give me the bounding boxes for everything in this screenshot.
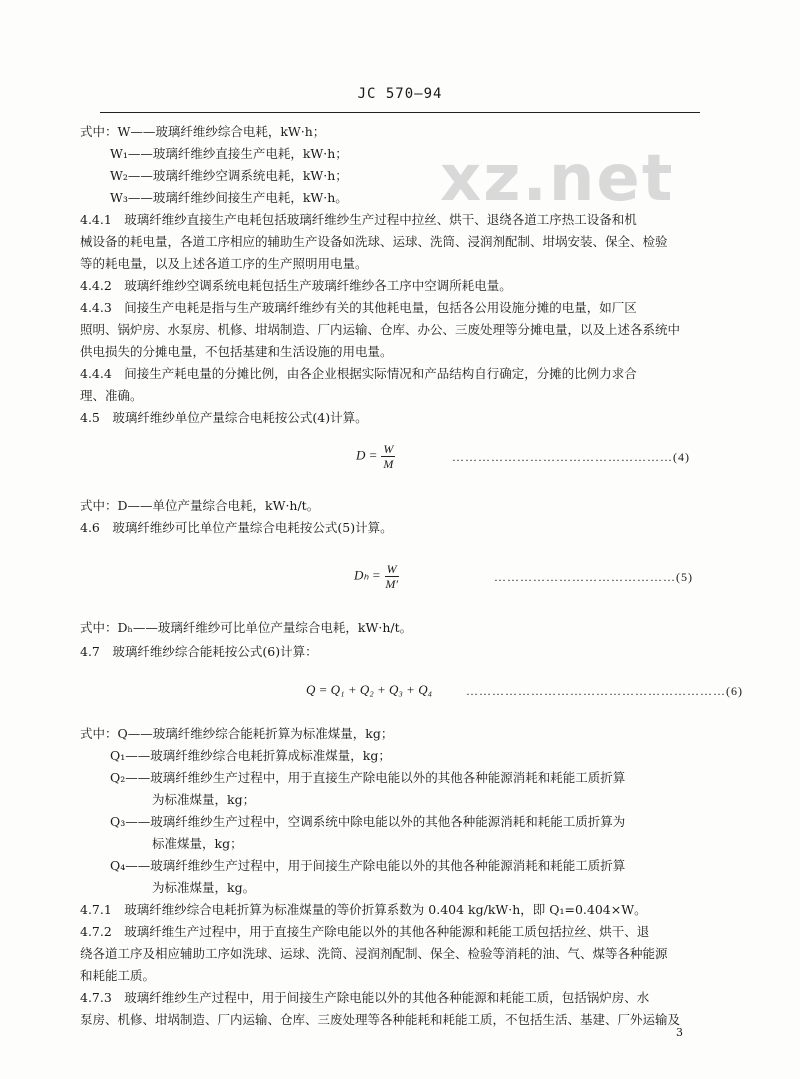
watermark: xz.net xyxy=(440,142,675,216)
formula-6: Q = Q₁ + Q₂ + Q₃ + Q₄ xyxy=(306,682,433,697)
para-4-7-3-line1: 4.7.3 玻璃纤维纱生产过程中，用于间接生产除电能以外的其他各种能源和耗能工质，包括锅炉房、水 xyxy=(80,990,650,1005)
def-q2-line2: 为标准煤量，kg； xyxy=(152,792,256,807)
formula-4-number: ……………………………………………(4) xyxy=(452,450,690,464)
para-4-5: 4.5 玻璃纤维纱单位产量综合电耗按公式(4)计算。 xyxy=(80,410,368,425)
def-w3: W₃——玻璃纤维纱间接生产电耗，kW·h。 xyxy=(110,190,348,205)
def-w2: W₂——玻璃纤维纱空调系统电耗，kW·h； xyxy=(110,168,348,183)
para-4-4-1-line2: 械设备的耗电量，各道工序相应的辅助生产设备如洗球、运球、洗筒、浸润剂配制、坩埚安装、保全、检验 xyxy=(80,234,668,249)
para-4-4-3-line3: 供电损失的分摊电量，不包括基建和生活设施的用电量。 xyxy=(80,344,393,359)
formula-5: Dₕ = $\frac{W}{M'}$ xyxy=(354,562,398,591)
def-q3-line2: 标准煤量，kg； xyxy=(152,836,243,851)
para-4-4-4-line2: 理、准确。 xyxy=(80,388,143,403)
def-q4-line2: 为标准煤量，kg。 xyxy=(152,880,256,895)
formula-6-number: ……………………………………………………(6) xyxy=(466,684,743,698)
para-4-6: 4.6 玻璃纤维纱可比单位产量综合电耗按公式(5)计算。 xyxy=(80,520,393,535)
standard-code-header: JC 570—94 xyxy=(357,86,443,102)
def-w: 式中：W——玻璃纤维纱综合电耗，kW·h； xyxy=(80,124,326,139)
formula-4: D = $\frac{W}{M}$ xyxy=(356,442,394,471)
para-4-7: 4.7 玻璃纤维纱综合能耗按公式(6)计算： xyxy=(80,644,318,659)
header-rule xyxy=(100,112,700,113)
para-4-4-2: 4.4.2 玻璃纤维纱空调系统电耗包括生产玻璃纤维纱各工序中空调所耗电量。 xyxy=(80,278,512,293)
para-4-7-2-line3: 和耗能工质。 xyxy=(80,968,156,983)
def-q3-line1: Q₃——玻璃纤维纱生产过程中，空调系统中除电能以外的其他各种能源消耗和耗能工质折算为 xyxy=(110,814,626,829)
para-4-4-3-line2: 照明、锅炉房、水泵房、机修、坩埚制造、厂内运输、仓库、办公、三废处理等分摊电量，以及上述各系统中 xyxy=(80,322,681,337)
para-4-7-1: 4.7.1 玻璃纤维纱综合电耗折算为标准煤量的等价折算系数为 0.404 kg/kW·h，即 Q₁=0.404×W。 xyxy=(80,902,647,917)
def-d: 式中：D——单位产量综合电耗，kW·h/t。 xyxy=(80,498,320,513)
def-q2-line1: Q₂——玻璃纤维纱生产过程中，用于直接生产除电能以外的其他各种能源消耗和耗能工质折算 xyxy=(110,770,626,785)
def-q1: Q₁——玻璃纤维纱综合电耗折算成标准煤量，kg； xyxy=(110,748,391,763)
def-q: 式中：Q——玻璃纤维纱综合能耗折算为标准煤量，kg； xyxy=(80,726,394,741)
para-4-7-3-line2: 泵房、机修、坩埚制造、厂内运输、仓库、三废处理等各种能耗和耗能工质，不包括生活、基建、厂外运输及 xyxy=(80,1012,681,1027)
def-w1: W₁——玻璃纤维纱直接生产电耗，kW·h； xyxy=(110,146,348,161)
para-4-4-1-line3: 等的耗电量，以及上述各道工序的生产照明用电量。 xyxy=(80,256,368,271)
para-4-7-2-line2: 绕各道工序及相应辅助工序如洗球、运球、洗筒、浸润剂配制、保全、检验等消耗的油、气、煤等各种能源 xyxy=(80,946,668,961)
def-dh: 式中：Dₕ——玻璃纤维纱可比单位产量综合电耗，kW·h/t。 xyxy=(80,620,413,635)
para-4-4-3-line1: 4.4.3 间接生产电耗是指与生产玻璃纤维纱有关的其他耗电量，包括各公用设施分摊的电量，如厂区 xyxy=(80,300,637,315)
formula-5-number: ……………………………………(5) xyxy=(494,570,693,584)
para-4-4-1-line1: 4.4.1 玻璃纤维纱直接生产电耗包括玻璃纤维纱生产过程中拉丝、烘干、退绕各道工序热工设备和机 xyxy=(80,212,637,227)
page-number: 3 xyxy=(676,1026,683,1039)
para-4-4-4-line1: 4.4.4 间接生产耗电量的分摊比例，由各企业根据实际情况和产品结构自行确定，分摊的比例力求合 xyxy=(80,366,637,381)
para-4-7-2-line1: 4.7.2 玻璃纤维生产过程中，用于直接生产除电能以外的其他各种能源和耗能工质包括拉丝、烘干、退 xyxy=(80,924,650,939)
def-q4-line1: Q₄——玻璃纤维纱生产过程中，用于间接生产除电能以外的其他各种能源消耗和耗能工质折算 xyxy=(110,858,626,873)
